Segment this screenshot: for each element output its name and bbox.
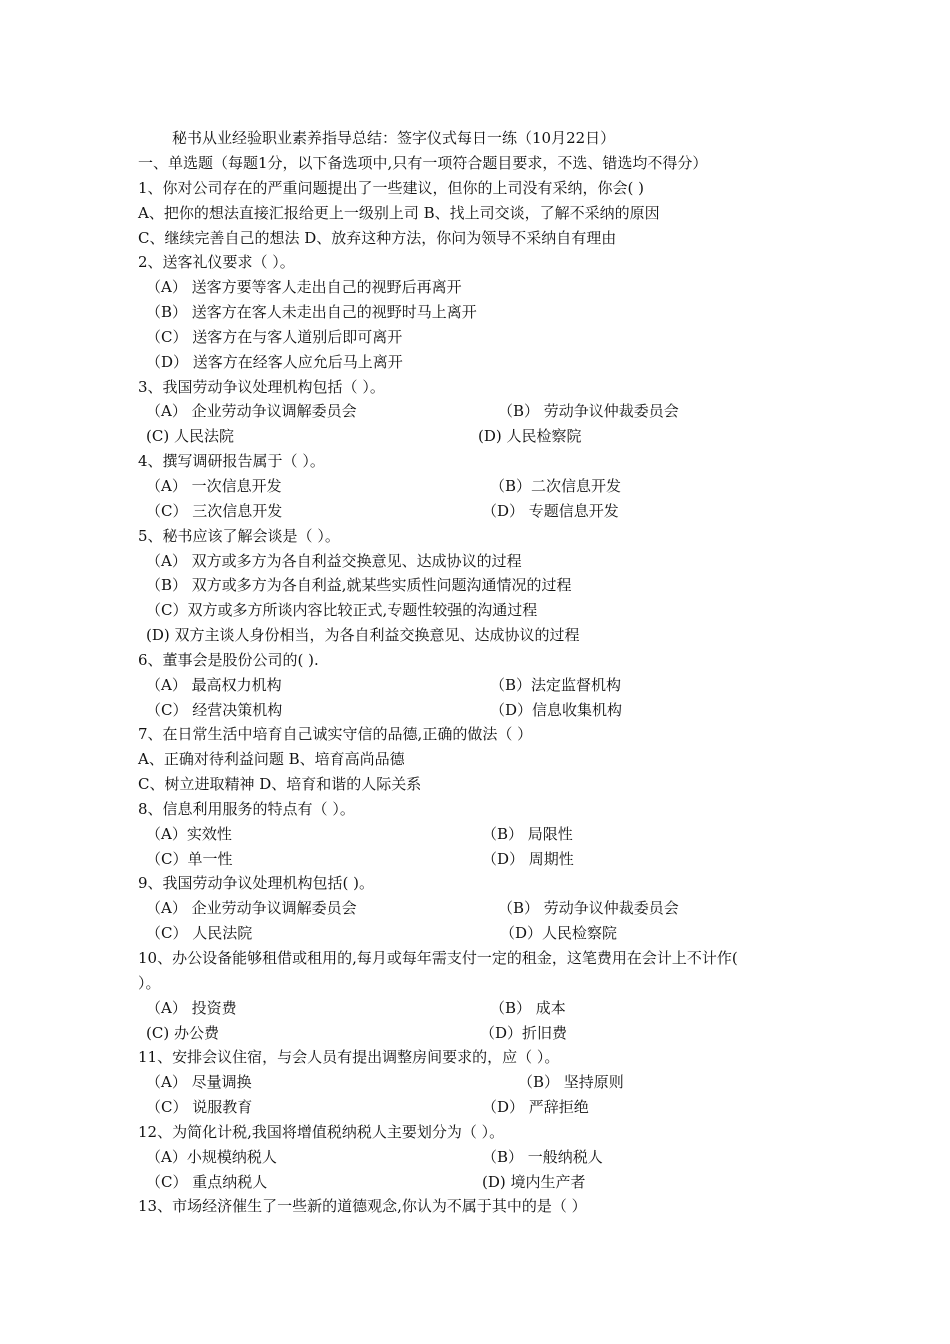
option-line bbox=[138, 399, 828, 424]
option-text: （D）信息收集机构 bbox=[490, 700, 623, 719]
option-text: （A） 双方或多方为各自利益交换意见、达成协议的过程 bbox=[146, 551, 522, 570]
option-line bbox=[138, 474, 828, 499]
option-text: （B） 劳动争议仲裁委员会 bbox=[498, 402, 679, 421]
question-line: 5、秘书应该了解会谈是（ ）。 bbox=[138, 526, 340, 545]
question-line: 10、办公设备能够租借或租用的,每月或每年需支付一定的租金，这笔费用在会计上不计作( bbox=[138, 949, 738, 967]
document-title: 秘书从业经验职业素养指导总结：签字仪式每日一练（10月22日） bbox=[172, 129, 616, 147]
option-text: （A） 企业劳动争议调解委员会 bbox=[146, 899, 357, 918]
option-text: (D) 双方主谈人身份相当，为各自利益交换意见、达成协议的过程 bbox=[146, 626, 580, 645]
question-line: 9、我国劳动争议处理机构包括( )。 bbox=[138, 874, 375, 893]
option-line bbox=[138, 573, 828, 598]
question-line: 11、安排会议住宿，与会人员有提出调整房间要求的，应（ ）。 bbox=[138, 1048, 560, 1067]
option-line bbox=[138, 623, 828, 648]
option-line bbox=[138, 921, 828, 946]
question-line: 4、撰写调研报告属于（ ）。 bbox=[138, 452, 325, 471]
question-line: 一、单选题（每题1分，以下备选项中,只有一项符合题目要求，不选、错选均不得分） bbox=[138, 154, 708, 172]
option-line bbox=[138, 896, 828, 921]
option-line bbox=[138, 300, 828, 325]
question-line: C、树立进取精神 D、培育和谐的人际关系 bbox=[138, 775, 422, 794]
option-text: （B）法定监督机构 bbox=[490, 675, 622, 694]
question-line: 8、信息利用服务的特点有（ ）。 bbox=[138, 799, 355, 818]
option-line bbox=[138, 822, 828, 847]
option-text: (C) 办公费 bbox=[146, 1023, 219, 1042]
question-line: 6、董事会是股份公司的( ). bbox=[138, 650, 319, 669]
option-text: （B） 劳动争议仲裁委员会 bbox=[498, 899, 679, 918]
option-line bbox=[138, 598, 828, 623]
option-text: （A） 送客方要等客人走出自己的视野后再离开 bbox=[146, 278, 462, 297]
option-text: （C） 人民法院 bbox=[146, 924, 253, 943]
option-text: (C) 人民法院 bbox=[146, 427, 234, 446]
option-text: （A） 尽量调换 bbox=[146, 1073, 252, 1092]
option-line bbox=[138, 1170, 828, 1195]
option-line bbox=[138, 673, 828, 698]
option-line bbox=[138, 325, 828, 350]
option-line bbox=[138, 1070, 828, 1095]
option-line bbox=[138, 996, 828, 1021]
question-line: 13、市场经济催生了一些新的道德观念,你认为不属于其中的是（ ） bbox=[138, 1197, 587, 1216]
question-line: A、正确对待利益问题 B、培育高尚品德 bbox=[138, 750, 405, 769]
option-text: （C） 说服教育 bbox=[146, 1098, 253, 1117]
option-text: （D） 严辞拒绝 bbox=[482, 1098, 589, 1117]
option-text: （C） 三次信息开发 bbox=[146, 501, 283, 520]
question-line: ）。 bbox=[138, 973, 161, 992]
option-text: （A）小规模纳税人 bbox=[146, 1147, 277, 1166]
option-text: （B） 送客方在客人未走出自己的视野时马上离开 bbox=[146, 303, 477, 322]
option-text: （D） 周期性 bbox=[482, 849, 574, 868]
option-line bbox=[138, 1145, 828, 1170]
question-line: 3、我国劳动争议处理机构包括（ ）。 bbox=[138, 377, 385, 396]
option-text: （B） 双方或多方为各自利益,就某些实质性问题沟通情况的过程 bbox=[146, 576, 572, 595]
option-text: （B） 成本 bbox=[490, 998, 566, 1017]
option-text: (D) 境内生产者 bbox=[482, 1172, 586, 1191]
question-line: 7、在日常生活中培育自己诚实守信的品德,正确的做法（ ） bbox=[138, 725, 533, 744]
option-text: （C） 重点纳税人 bbox=[146, 1172, 268, 1191]
option-text: （C） 经营决策机构 bbox=[146, 700, 283, 719]
option-text: （A） 企业劳动争议调解委员会 bbox=[146, 402, 357, 421]
option-line bbox=[138, 275, 828, 300]
option-line bbox=[138, 424, 828, 449]
option-line bbox=[138, 350, 828, 375]
option-text: （A） 一次信息开发 bbox=[146, 476, 282, 495]
option-text: （B） 局限性 bbox=[482, 824, 573, 843]
question-line: 2、送客礼仪要求（ ）。 bbox=[138, 253, 295, 272]
option-text: (D) 人民检察院 bbox=[478, 427, 582, 446]
option-text: （A）实效性 bbox=[146, 824, 232, 843]
question-line: 12、为简化计税,我国将增值税纳税人主要划分为（ ）。 bbox=[138, 1122, 505, 1141]
option-text: （B） 坚持原则 bbox=[518, 1073, 624, 1092]
option-line bbox=[138, 847, 828, 872]
option-line bbox=[138, 1095, 828, 1120]
option-line bbox=[138, 549, 828, 574]
option-text: （C）单一性 bbox=[146, 849, 233, 868]
option-text: （D） 送客方在经客人应允后马上离开 bbox=[146, 352, 403, 371]
option-text: （A） 投资费 bbox=[146, 998, 237, 1017]
option-text: （D） 专题信息开发 bbox=[482, 501, 619, 520]
option-line bbox=[138, 1021, 828, 1046]
option-text: （C） 送客方在与客人道别后即可离开 bbox=[146, 327, 403, 346]
question-line: 1、你对公司存在的严重问题提出了一些建议，但你的上司没有采纳，你会( ) bbox=[138, 178, 645, 197]
option-text: （C）双方或多方所谈内容比较正式,专题性较强的沟通过程 bbox=[146, 601, 538, 620]
option-text: （B）二次信息开发 bbox=[490, 476, 622, 495]
question-list bbox=[138, 151, 828, 1219]
option-text: （D）折旧费 bbox=[480, 1023, 568, 1042]
question-line: A、把你的想法直接汇报给更上一级别上司 B、找上司交谈，了解不采纳的原因 bbox=[138, 203, 660, 222]
question-line: C、继续完善自己的想法 D、放弃这种方法，你问为领导不采纳自有理由 bbox=[138, 228, 617, 247]
option-line bbox=[138, 698, 828, 723]
option-text: （D）人民检察院 bbox=[500, 924, 618, 943]
option-text: （A） 最高权力机构 bbox=[146, 675, 282, 694]
option-line bbox=[138, 499, 828, 524]
option-text: （B） 一般纳税人 bbox=[482, 1147, 603, 1166]
